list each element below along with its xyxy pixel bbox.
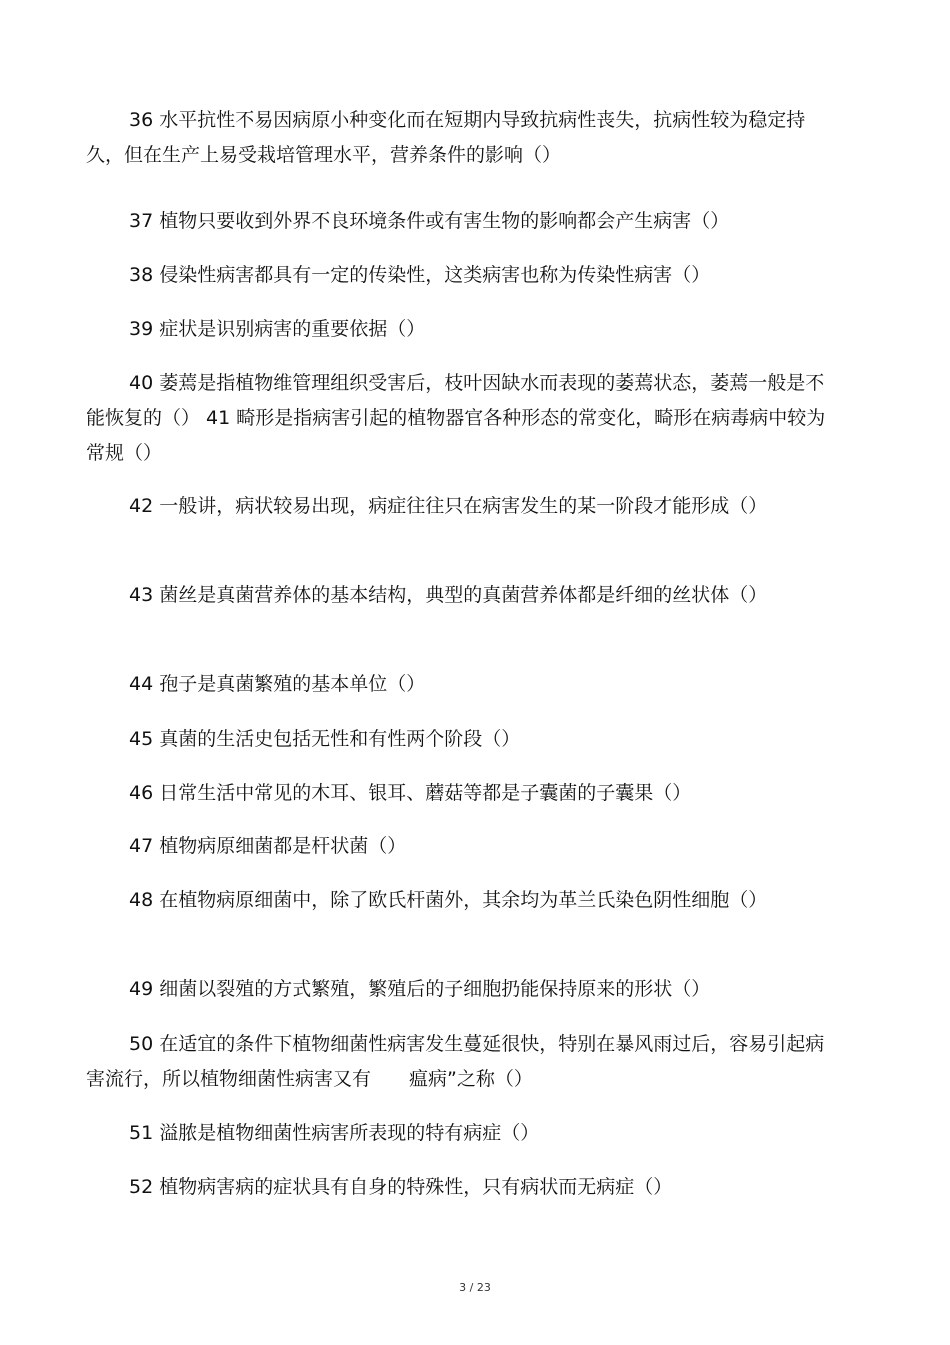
question-43: 43 菌丝是真菌营养体的基本结构，典型的真菌营养体都是纤细的丝状体（） bbox=[129, 584, 768, 606]
question-44: 44 孢子是真菌繁殖的基本单位（） bbox=[129, 673, 426, 695]
question-39: 39 症状是识别病害的重要依据（） bbox=[129, 318, 426, 340]
question-46: 46 日常生活中常见的木耳、银耳、蘑菇等都是子囊菌的子囊果（） bbox=[129, 782, 692, 804]
question-37: 37 植物只要收到外界不良环境条件或有害生物的影响都会产生病害（） bbox=[129, 210, 730, 232]
question-47: 47 植物病原细菌都是杆状菌（） bbox=[129, 835, 407, 857]
question-48: 48 在植物病原细菌中，除了欧氏杆菌外，其余均为革兰氏染色阴性细胞（） bbox=[129, 889, 768, 911]
question-36: 36 水平抗性不易因病原小种变化而在短期内导致抗病性丧失，抗病性较为稳定持久，但在生产上易受栽培管理水平，营养条件的影响（） bbox=[86, 109, 806, 166]
question-38: 38 侵染性病害都具有一定的传染性，这类病害也称为传染性病害（） bbox=[129, 264, 711, 286]
question-52: 52 植物病害病的症状具有自身的特殊性，只有病状而无病症（） bbox=[129, 1176, 673, 1198]
question-49: 49 细菌以裂殖的方式繁殖，繁殖后的子细胞扔能保持原来的形状（） bbox=[129, 978, 711, 1000]
question-51: 51 溢脓是植物细菌性病害所表现的特有病症（） bbox=[129, 1122, 540, 1144]
question-45: 45 真菌的生活史包括无性和有性两个阶段（） bbox=[129, 728, 521, 750]
question-50: 50 在适宜的条件下植物细菌性病害发生蔓延很快，特别在暴风雨过后，容易引起病害流行，所以植物细菌性病害又有 瘟病”之称（） bbox=[86, 1033, 825, 1090]
page-number: 3 / 23 bbox=[459, 1281, 491, 1294]
question-42: 42 一般讲，病状较易出现，病症往往只在病害发生的某一阶段才能形成（） bbox=[129, 495, 768, 517]
question-40-41: 40 萎蔫是指植物维管理组织受害后，枝叶因缺水而表现的萎蔫状态，萎蔫一般是不能恢复的（） 41 畸形是指病害引起的植物器官各种形态的常变化，畸形在病毒病中较为常规（） bbox=[86, 372, 826, 464]
